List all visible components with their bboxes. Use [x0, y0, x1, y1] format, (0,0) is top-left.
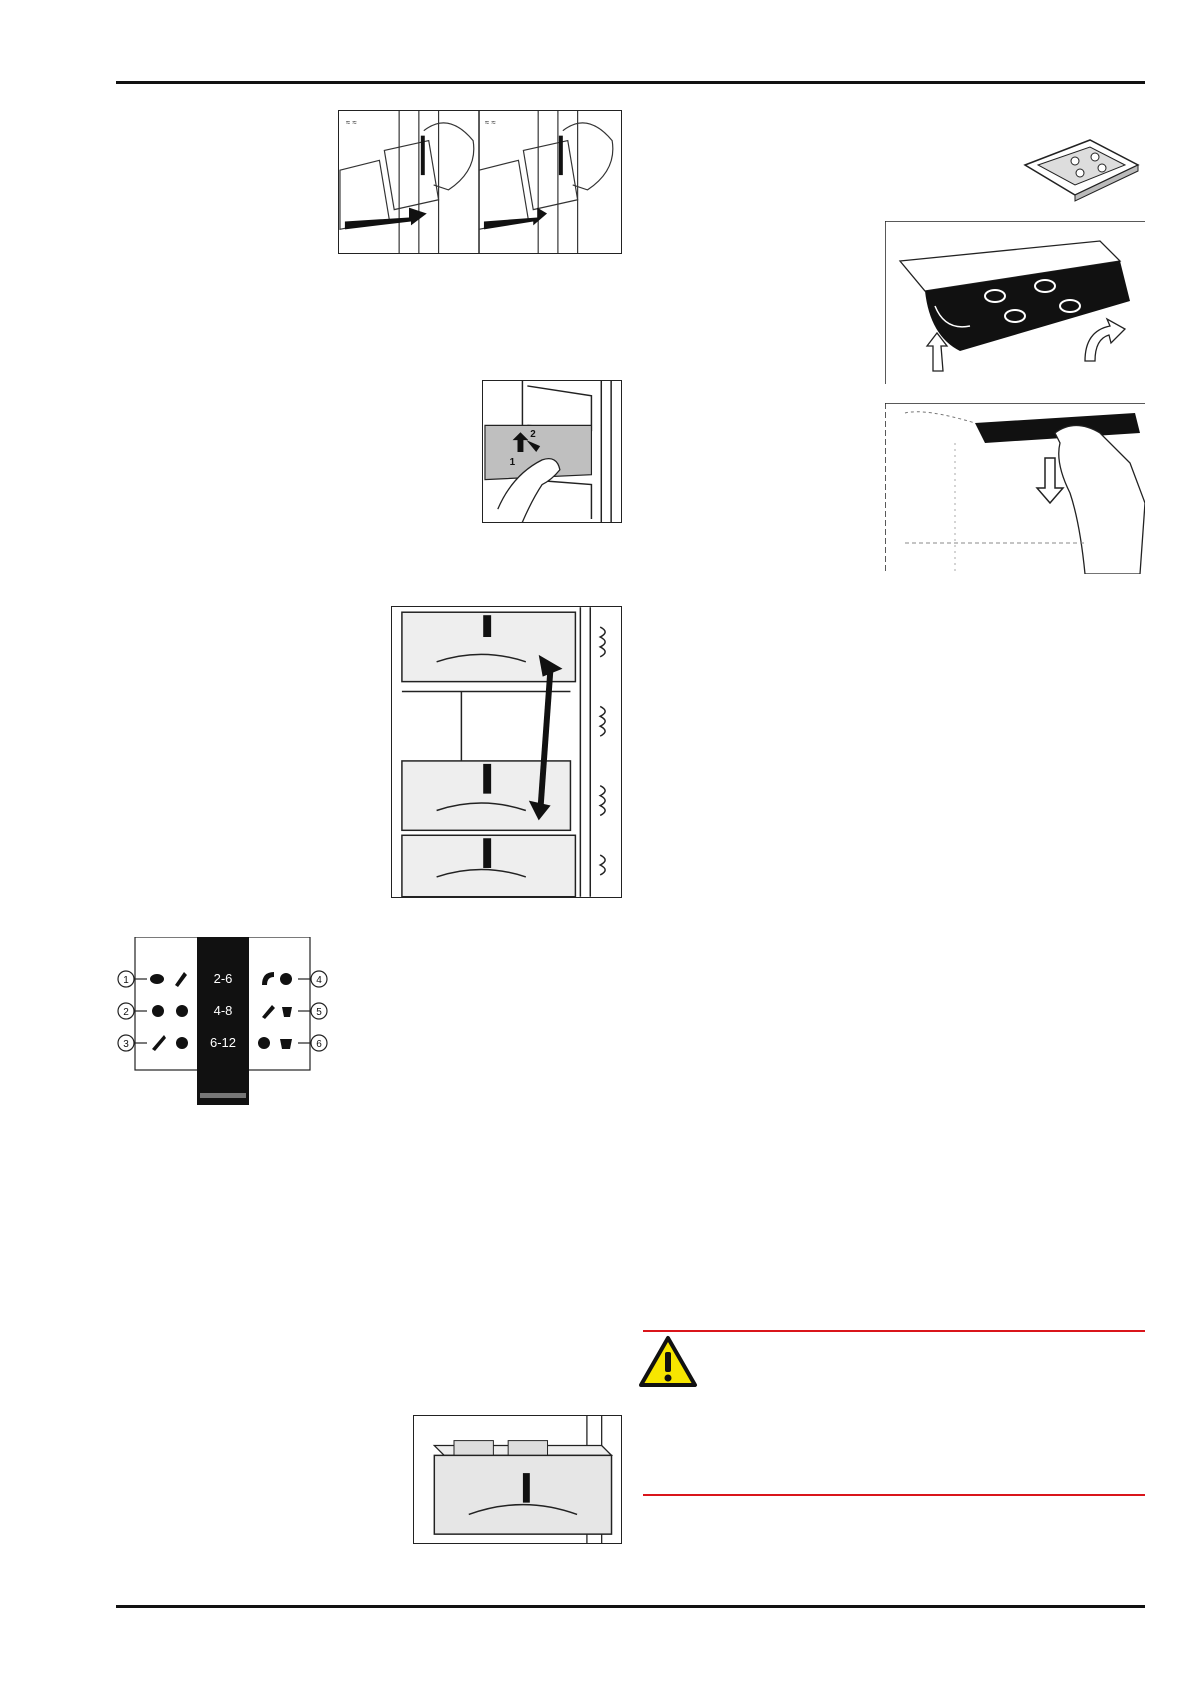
warning-top-rule: [643, 1330, 1145, 1332]
ice-tray-handling-illustration: [885, 403, 1145, 574]
storage-range-1: 2-6: [213, 971, 233, 986]
shelf-removal-figure: [482, 380, 622, 523]
storage-period-label-graphic: [112, 937, 332, 1105]
warning-triangle-icon: [638, 1335, 698, 1389]
drawer-label-insert-illustration: [339, 111, 621, 253]
drawer-positions-illustration: [392, 607, 621, 897]
label-number-2: 2: [123, 1007, 129, 1018]
label-number-6: 6: [316, 1039, 322, 1050]
storage-period-label: [112, 937, 332, 1105]
drawer-ice-trays-figure: [413, 1415, 622, 1544]
label-number-1: 1: [123, 975, 129, 986]
label-number-5: 5: [316, 1007, 322, 1018]
top-rule: [116, 81, 1145, 84]
drawer-label-insert-figure: [338, 110, 622, 254]
svg-text:≈ ≈: ≈ ≈: [484, 117, 496, 127]
ice-tray-figure: [1020, 135, 1142, 203]
warning-bottom-rule: [643, 1494, 1145, 1496]
ice-tray-removal-illustration: [885, 221, 1145, 384]
bottom-rule: [116, 1605, 1145, 1608]
ice-tray-removal-figure: [885, 221, 1145, 384]
ice-tray-handling-figure: [885, 403, 1145, 574]
storage-range-3: 6-12: [209, 1035, 237, 1050]
warning-triangle-graphic: [638, 1335, 698, 1389]
ice-tray-illustration: [1020, 135, 1142, 203]
label-number-3: 3: [123, 1039, 129, 1050]
shelf-removal-illustration: [483, 381, 621, 522]
shelf-step-1: 1: [509, 456, 516, 468]
drawer-positions-figure: [391, 606, 622, 898]
label-number-4: 4: [316, 975, 322, 986]
svg-text:≈ ≈: ≈ ≈: [345, 117, 357, 127]
shelf-step-2: 2: [530, 429, 536, 441]
storage-range-2: 4-8: [213, 1003, 233, 1018]
drawer-ice-trays-illustration: [414, 1416, 621, 1543]
